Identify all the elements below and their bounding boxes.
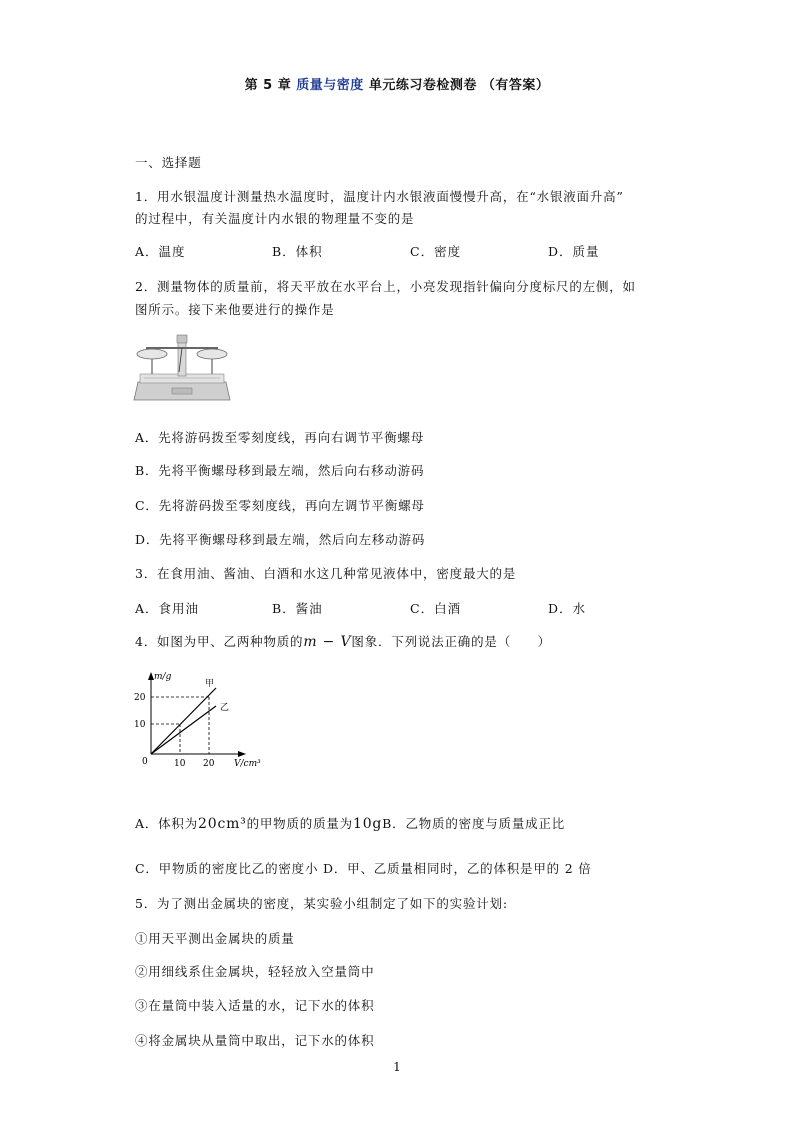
- math-volume: 20cm³: [198, 816, 247, 832]
- q5-step-4: ④将金属块从量筒中取出，记下水的体积: [135, 1033, 375, 1048]
- question-2-text-cont: 图所示。接下来他要进行的操作是: [135, 302, 335, 317]
- question-1-text: 1．用水银温度计测量热水温度时，温度计内水银液面慢慢升高，在“水银液面升高”: [135, 189, 624, 204]
- q2-option-b: B．先将平衡螺母移到最左端，然后向右移动游码: [135, 463, 425, 478]
- series-yi-line: [151, 706, 216, 754]
- q2-option-c: C．先将游码拨至零刻度线，再向左调节平衡螺母: [135, 498, 425, 513]
- section-heading: 一、选择题: [135, 155, 202, 170]
- q1-option-a: A．温度: [135, 244, 186, 259]
- q2-option-a: A．先将游码拨至零刻度线，再向右调节平衡螺母: [135, 430, 425, 445]
- x-tick-20: 20: [203, 759, 215, 769]
- y-tick-10: 10: [134, 720, 146, 730]
- m-v-graph: [128, 668, 278, 776]
- q1-option-c: C．密度: [410, 244, 462, 259]
- question-1-text-cont: 的过程中，有关温度计内水银的物理量不变的是: [135, 211, 415, 226]
- origin-label: 0: [142, 757, 148, 767]
- series-jia-line: [151, 688, 216, 754]
- page-number: 1: [393, 1060, 401, 1074]
- x-axis-label: V/cm³: [234, 759, 261, 769]
- q1-option-b: B．体积: [272, 244, 323, 259]
- q3-option-b: B．酱油: [272, 601, 323, 616]
- series-jia-label: 甲: [205, 679, 215, 689]
- question-3-text: 3．在食用油、酱油、白酒和水这几种常见液体中，密度最大的是: [135, 566, 517, 581]
- question-4-text: 4．如图为甲、乙两种物质的m − V图象．下列说法正确的是（ ）: [135, 634, 551, 650]
- page-title: 第 5 章 质量与密度 单元练习卷检测卷 （有答案）: [244, 78, 550, 93]
- x-tick-10: 10: [174, 759, 186, 769]
- q3-option-a: A．食用油: [135, 601, 200, 616]
- y-axis-label: m/g: [154, 672, 172, 682]
- q5-step-1: ①用天平测出金属块的质量: [135, 931, 295, 946]
- math-mass: 10g: [352, 816, 383, 832]
- math-m-v: m − V: [303, 634, 352, 650]
- q4-option-ab: A．体积为20cm³的甲物质的质量为10gB．乙物质的密度与质量成正比: [135, 816, 566, 832]
- question-2-text: 2．测量物体的质量前，将天平放在水平台上，小亮发现指针偏向分度标尺的左侧，如: [135, 279, 636, 294]
- q3-option-c: C．白酒: [410, 601, 462, 616]
- series-yi-label: 乙: [220, 703, 230, 713]
- q4-option-cd: C．甲物质的密度比乙的密度小 D．甲、乙质量相同时，乙的体积是甲的 2 倍: [135, 861, 592, 876]
- q2-option-d: D．先将平衡螺母移到最左端，然后向左移动游码: [135, 532, 426, 547]
- q3-option-d: D．水: [548, 601, 587, 616]
- question-5-text: 5．为了测出金属块的密度，某实验小组制定了如下的实验计划:: [135, 896, 508, 911]
- q5-step-2: ②用细线系住金属块，轻轻放入空量筒中: [135, 964, 375, 979]
- balance-scale-image: [132, 330, 232, 408]
- q5-step-3: ③在量筒中装入适量的水，记下水的体积: [135, 998, 375, 1013]
- q1-option-d: D．质量: [548, 244, 600, 259]
- y-tick-20: 20: [134, 693, 146, 703]
